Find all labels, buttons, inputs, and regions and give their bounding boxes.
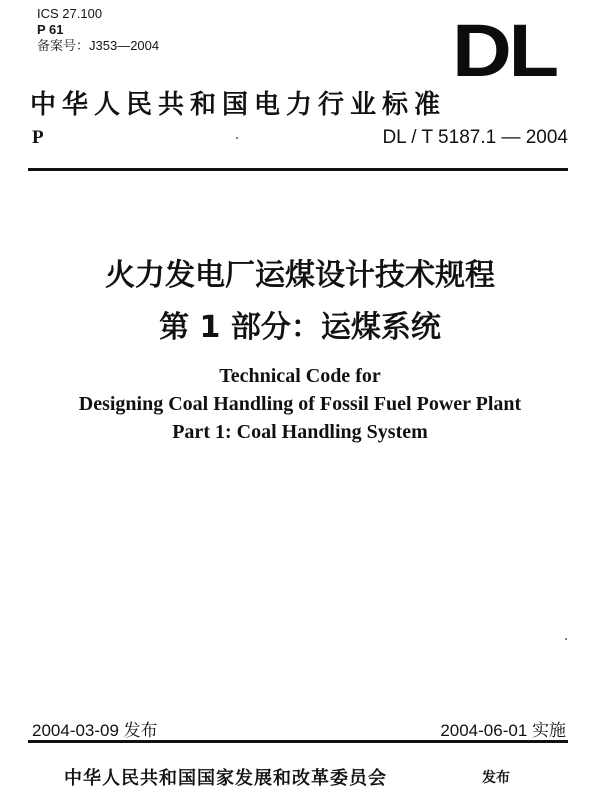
- scan-speck: [236, 137, 238, 139]
- title-zh-line-1: 火力发电厂运煤设计技术规程: [105, 258, 495, 293]
- title-en-line-1: Technical Code for: [219, 365, 381, 387]
- standard-number: DL / T 5187.1 — 2004: [382, 127, 568, 148]
- issue-date: 2004-03-09 发布: [32, 721, 158, 740]
- header-divider: [28, 168, 568, 171]
- footer-divider: [28, 740, 568, 743]
- filing-number: 备案号：J353—2004: [37, 38, 160, 53]
- classification-letter: P: [32, 127, 44, 148]
- publisher-action: 发布: [482, 770, 510, 786]
- ics-code: ICS 27.100: [37, 6, 103, 21]
- title-en-line-3: Part 1: Coal Handling System: [172, 421, 428, 443]
- title-zh-line-2: 第 1 部分：运煤系统: [159, 310, 441, 345]
- dl-logo: DL: [452, 9, 556, 92]
- industry-standard-heading: 中华人民共和国电力行业标准: [30, 90, 447, 120]
- effective-date: 2004-06-01 实施: [440, 721, 566, 740]
- title-en-line-2: Designing Coal Handling of Fossil Fuel Power Plant: [78, 393, 522, 415]
- publisher-name: 中华人民共和国国家发展和改革委员会: [64, 768, 387, 789]
- scan-speck: [565, 638, 567, 640]
- category-code: P 61: [37, 22, 64, 37]
